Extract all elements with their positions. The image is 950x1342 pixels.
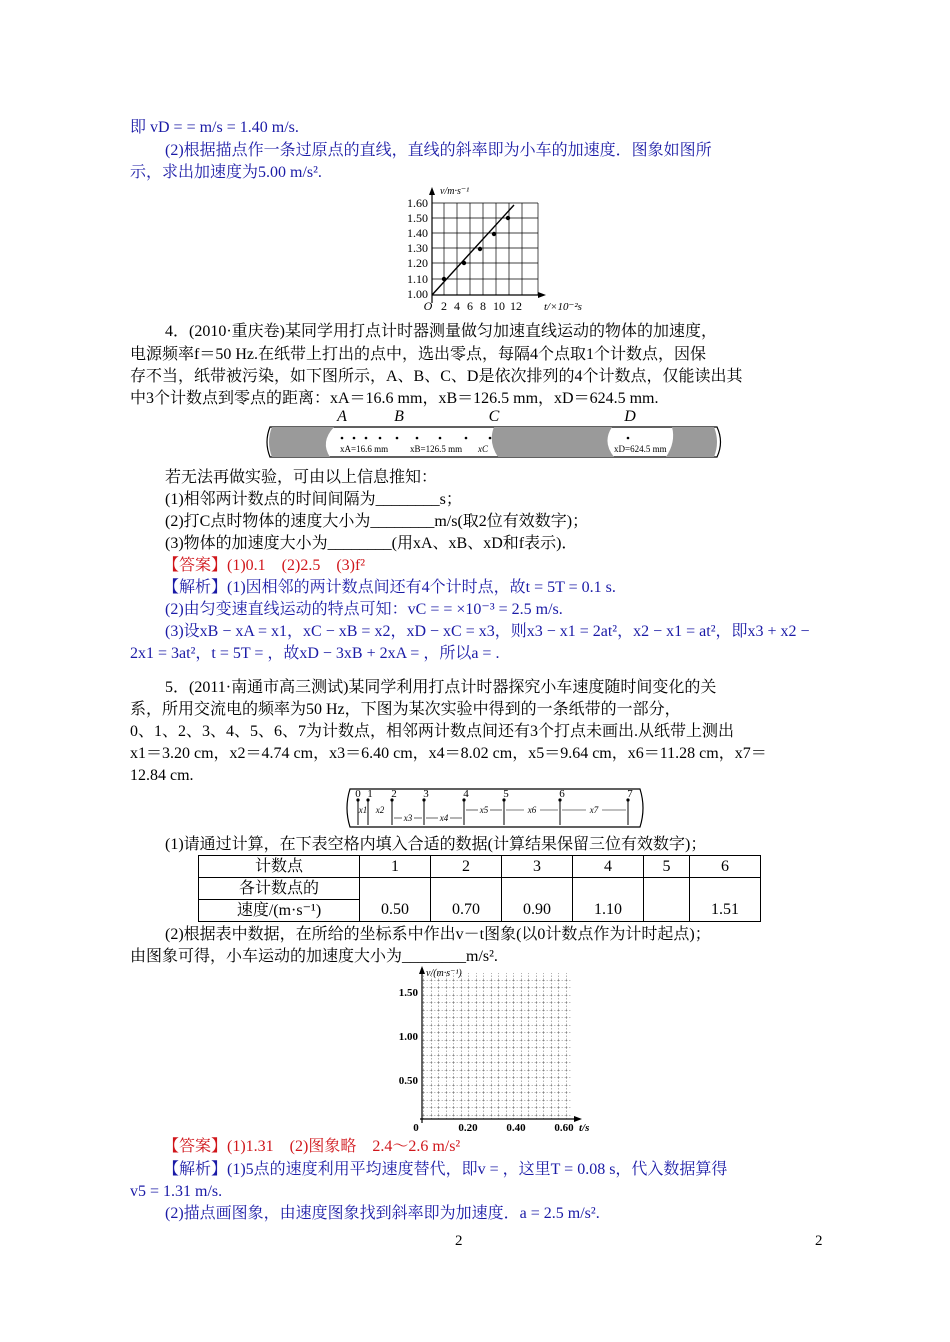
graph1-ytick: 1.00 — [407, 287, 428, 301]
explanation-q4: 2x1 = 3at²，t = 5T = ，故xD − 3xB + 2xA = ，所以a = . — [130, 645, 500, 662]
tape4-mark: xB=126.5 mm — [410, 444, 463, 454]
graph2-origin: 0 — [413, 1122, 419, 1134]
question-5-line: 12.84 cm. — [130, 767, 194, 784]
table-header: 4 — [573, 856, 644, 878]
tape5-segment: x6 — [527, 805, 537, 815]
tape4-mark: xC — [478, 444, 488, 454]
question-4-line: 若无法再做实验，可由以上信息推知： — [165, 469, 438, 486]
graph2-ytick: 0.50 — [398, 1075, 418, 1087]
tape5-segment: x4 — [439, 813, 449, 823]
question-4-line: 存不当，纸带被污染，如下图所示，A、B、C、D是依次排列的4个计数点，仅能读出其 — [130, 368, 743, 385]
graph1-xtick: 6 — [467, 299, 473, 313]
question-5-line: (2)根据表中数据，在所给的坐标系中作出v－t图象(以0计数点作为计时起点)； — [165, 926, 711, 943]
tape5-segment: x7 — [589, 805, 599, 815]
paper-tape-q5 — [344, 785, 646, 831]
graph1-ytick: 1.40 — [407, 226, 428, 240]
question-4-line: (3)物体的加速度大小为________(用xA、xB、xD和f表示)． — [165, 535, 578, 552]
graph2-ylabel: v/(m·s⁻¹) — [426, 968, 462, 979]
question-4-line: 4．(2010·重庆卷)某同学用打点计时器测量做匀加速直线运动的物体的加速度， — [165, 323, 717, 340]
graph2-xtick: 0.60 — [554, 1122, 574, 1134]
table-cell: 0.90 — [502, 900, 573, 922]
tape5-point: 4 — [463, 788, 469, 800]
graph1-ytick: 1.60 — [407, 196, 428, 210]
graph1-origin: O — [423, 299, 433, 313]
tape4-label: B — [394, 408, 404, 425]
tape4-mark: xA=16.6 mm — [340, 444, 389, 454]
table-cell: 1.51 — [690, 900, 761, 922]
table-header: 3 — [502, 856, 573, 878]
explanation-q4: (2)由匀变速直线运动的特点可知：vC = = ×10⁻³ = 2.5 m/s. — [165, 601, 563, 618]
table-row-label: 各计数点的 — [199, 878, 360, 900]
graph1-ytick: 1.10 — [407, 272, 428, 286]
page-number: 2 — [455, 1233, 463, 1249]
question-5-line: 由图象可得，小车运动的加速度大小为________m/s². — [130, 948, 498, 965]
graph1-xtick: 4 — [454, 299, 460, 313]
table-cell: 0.50 — [360, 900, 431, 922]
paper-tape-q4 — [262, 405, 726, 463]
tape5-segment: x3 — [403, 813, 413, 823]
tape5-point: 0 — [355, 788, 361, 800]
table-cell: 0.70 — [431, 900, 502, 922]
explanation-q4: (3)设xB − xA = x1，xC − xB = x2，xD − xC = x3，则x3 − x1 = 2at²，x2 − x1 = at²，即x3 + x2 − — [165, 623, 810, 640]
graph2-xtick: 0.40 — [506, 1122, 526, 1134]
explanation-q5: 【解析】(1)5点的速度利用平均速度替代，即v = ，这里T = 0.08 s，代入数据算得 — [163, 1161, 728, 1178]
graph1-xtick: 8 — [480, 299, 486, 313]
tape5-point: 7 — [627, 788, 633, 800]
tape4-mark: xD=624.5 mm — [614, 444, 667, 454]
table-row-label: 速度/(m·s⁻¹) — [199, 900, 360, 922]
table-cell — [644, 900, 690, 922]
graph2-ytick: 1.00 — [398, 1031, 418, 1043]
tape4-label: A — [337, 408, 347, 425]
question-5-line: (1)请通过计算，在下表空格内填入合适的数据(计算结果保留三位有效数字)； — [165, 836, 707, 853]
prev-answer-line: (2)根据描点作一条过原点的直线，直线的斜率即为小车的加速度．图象如图所 — [165, 142, 712, 159]
table-cell: 1.10 — [573, 900, 644, 922]
question-5-line: 0、1、2、3、4、5、6、7为计数点，相邻两计数点间还有3个打点未画出.从纸带上测出 — [130, 723, 735, 740]
graph1-ytick: 1.30 — [407, 241, 428, 255]
explanation-q4: 【解析】(1)因相邻的两计数点间还有4个计时点，故t = 5T = 0.1 s. — [163, 579, 616, 596]
question-4-line: (1)相邻两计数点的时间间隔为________s； — [165, 491, 462, 508]
question-4-line: (2)打C点时物体的速度大小为________m/s(取2位有效数字)； — [165, 513, 589, 530]
tape5-point: 2 — [391, 788, 397, 800]
tape5-point: 5 — [503, 788, 509, 800]
velocity-table — [198, 855, 761, 922]
graph2-xtick: 0.20 — [458, 1122, 478, 1134]
answer-q4: 【答案】(1)0.1 (2)2.5 (3)f² — [163, 557, 366, 574]
tape5-point: 3 — [423, 788, 429, 800]
page-number: 2 — [815, 1233, 823, 1249]
tape5-segment: x5 — [479, 805, 489, 815]
graph2-ytick: 1.50 — [398, 987, 418, 999]
tape4-label: D — [624, 408, 636, 425]
tape5-segment: x1 — [358, 805, 368, 815]
graph1-xtick: 12 — [510, 299, 522, 313]
table-header: 6 — [690, 856, 761, 878]
table-header: 5 — [644, 856, 690, 878]
graph1-xtick: 10 — [493, 299, 505, 313]
question-5-line: 5．(2011·南通市高三测试)某同学利用打点计时器探究小车速度随时间变化的关 — [165, 679, 717, 696]
graph2-xlabel: t/s — [579, 1122, 590, 1134]
tape5-point: 1 — [367, 788, 373, 800]
graph1-ytick: 1.50 — [407, 211, 428, 225]
question-4-line: 中3个计数点到零点的距离：xA＝16.6 mm，xB＝126.5 mm，xD＝624.5 mm. — [130, 390, 659, 407]
question-5-line: 系，所用交流电的频率为50 Hz，下图为某次实验中得到的一条纸带的一部分， — [130, 701, 681, 718]
question-4-line: 电源频率f＝50 Hz.在纸带上打出的点中，选出零点，每隔4个点取1个计数点，因保 — [130, 346, 706, 363]
prev-answer-line: 示，求出加速度为5.00 m/s². — [130, 164, 322, 181]
tape5-point: 6 — [559, 788, 565, 800]
explanation-q5: v5 = 1.31 m/s. — [130, 1183, 223, 1200]
tape5-segment: x2 — [375, 805, 385, 815]
table-header: 计数点 — [199, 856, 360, 878]
table-header: 2 — [431, 856, 502, 878]
velocity-time-graph-1 — [392, 183, 602, 313]
graph1-xtick: 2 — [441, 299, 447, 313]
answer-q5: 【答案】(1)1.31 (2)图象略 2.4～2.6 m/s² — [163, 1138, 461, 1155]
prev-answer-line: 即 vD = = m/s = 1.40 m/s. — [130, 119, 299, 136]
explanation-q5: (2)描点画图象，由速度图象找到斜率即为加速度．a = 2.5 m/s². — [165, 1205, 600, 1222]
table-header: 1 — [360, 856, 431, 878]
tape4-label: C — [488, 408, 500, 425]
question-5-line: x1＝3.20 cm，x2＝4.74 cm，x3＝6.40 cm，x4＝8.02 cm，x5＝9.64 cm，x6＝11.28 cm，x7＝ — [130, 745, 767, 762]
graph1-xlabel: t/×10⁻²s — [544, 301, 582, 313]
velocity-time-graph-2 — [386, 965, 606, 1135]
graph1-ytick: 1.20 — [407, 256, 428, 270]
graph1-ylabel: v/m·s⁻¹ — [440, 186, 470, 197]
